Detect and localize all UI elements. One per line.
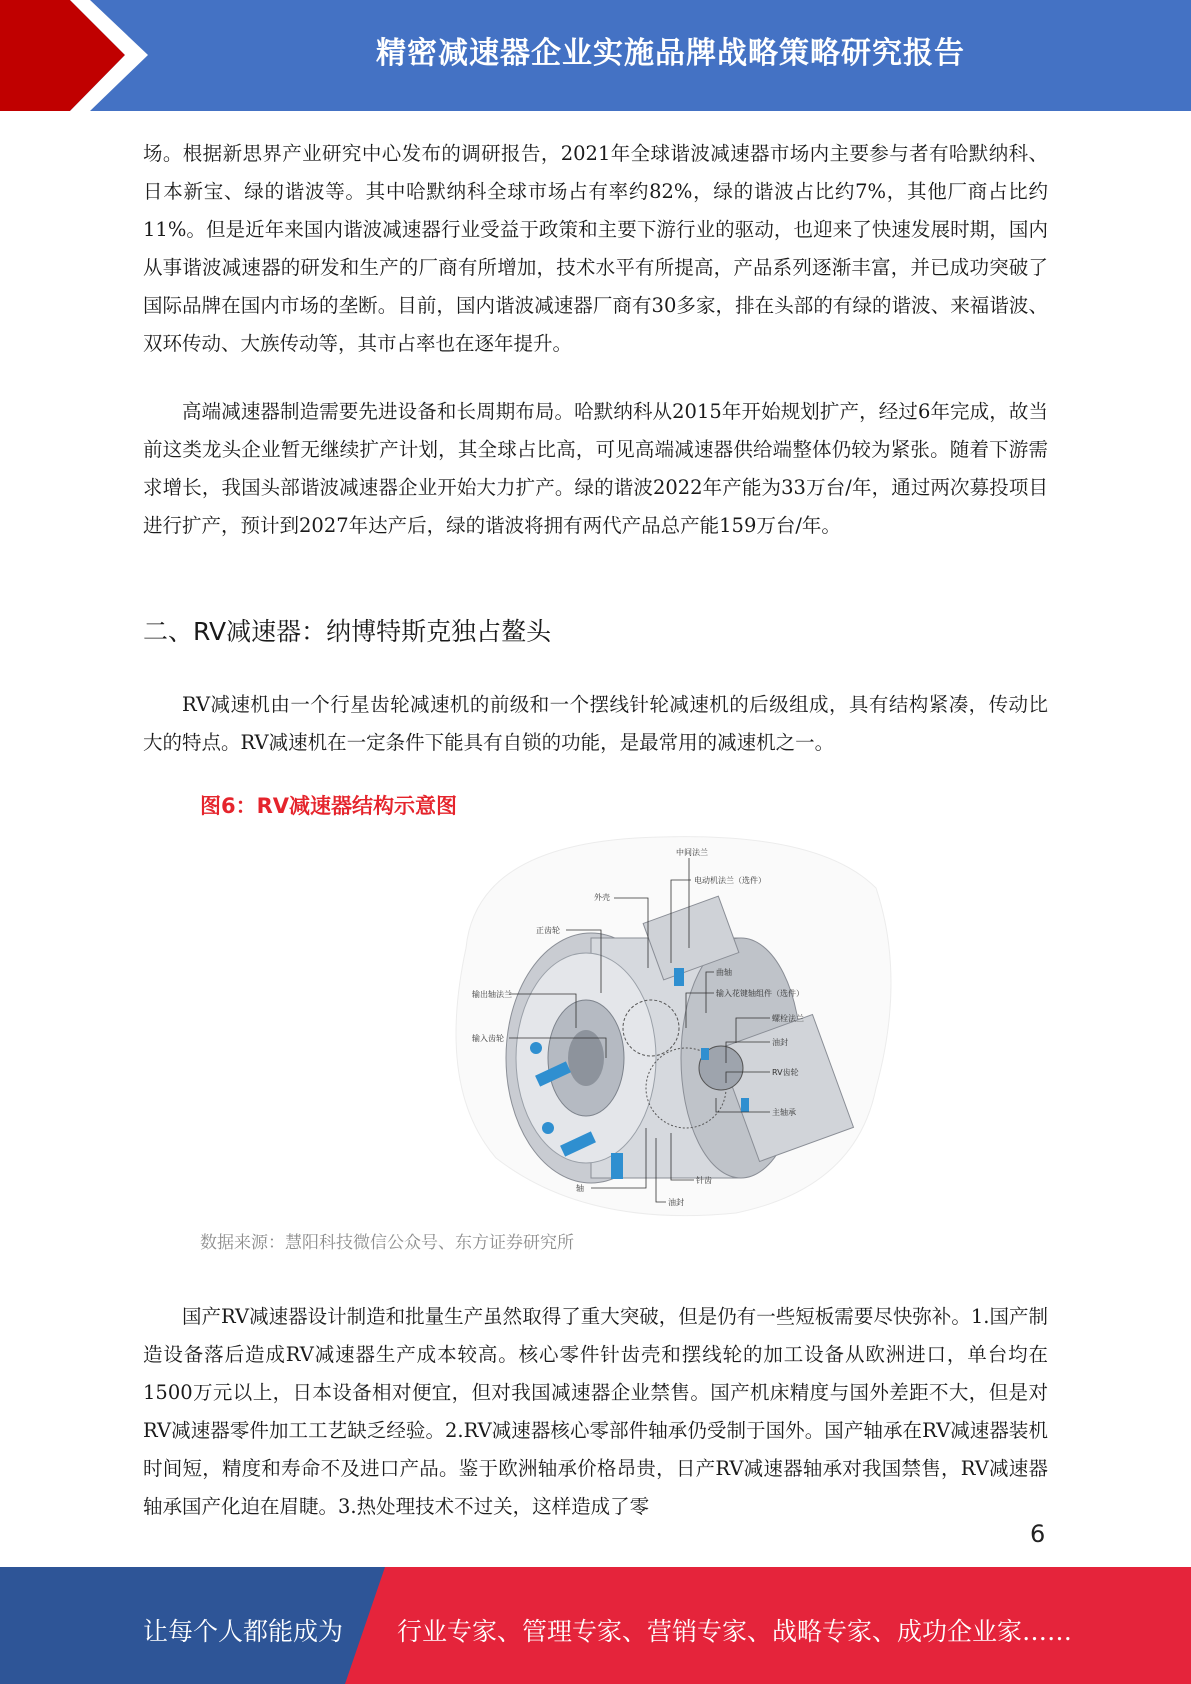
header-title: 精密减速器企业实施品牌战略策略研究报告 bbox=[376, 36, 965, 71]
figure-source: 数据来源：慧阳科技微信公众号、东方证券研究所 bbox=[200, 1233, 574, 1253]
paragraph-1 bbox=[143, 135, 1048, 363]
rv-reducer-illustration bbox=[436, 828, 906, 1228]
label-bolt-flange: 螺栓法兰 bbox=[772, 1014, 804, 1023]
rv-reducer-diagram bbox=[436, 828, 906, 1228]
label-output-flange: 输出轴法兰 bbox=[472, 990, 512, 999]
paragraph-text: 国产RV减速器设计制造和批量生产虽然取得了重大突破，但是仍有一些短板需要尽快弥补。1.国产制造设备落后造成RV减速器生产成本较高。核心零件针齿壳和摆线轮的加工设备从欧洲进口，单台均在1500万元以上，日本设备相对便宜，但对我国减速器企业禁售。国产机床精度与国外差距不大，但是对RV减速器零件加工工艺缺乏经验。2.RV减速器核心零部件轴承仍受制于国外。国产轴承在RV减速器装机时间短，精度和寿命不及进口产品。鉴于欧洲轴承价格昂贵，日产RV减速器轴承对我国禁售，RV减速器轴承国产化迫在眉睫。3.热处理技术不过关，这样造成了零 bbox=[143, 1305, 1048, 1518]
paragraph-4 bbox=[143, 1298, 1048, 1526]
paragraph-text: RV减速机由一个行星齿轮减速机的前级和一个摆线针轮减速机的后级组成，具有结构紧凑，传动比大的特点。RV减速机在一定条件下能具有自锁的功能，是最常用的减速机之一。 bbox=[143, 693, 1048, 754]
label-crankshaft: 曲轴 bbox=[716, 968, 732, 977]
label-shaft: 轴 bbox=[576, 1184, 584, 1193]
footer-slogan-right: 行业专家、管理专家、营销专家、战略专家、成功企业家…… bbox=[397, 1617, 1073, 1646]
label-rv-gear: RV齿轮 bbox=[772, 1068, 799, 1077]
label-intermediate-flange: 中间法兰 bbox=[676, 848, 708, 857]
footer-slogan-left: 让每个人都能成为 bbox=[143, 1617, 344, 1646]
paragraph-2 bbox=[143, 393, 1048, 545]
label-main-bearing: 主轴承 bbox=[772, 1108, 796, 1117]
label-pin: 针齿 bbox=[696, 1176, 712, 1185]
label-spur-gear: 正齿轮 bbox=[536, 926, 560, 935]
paragraph-text: 场。根据新思界产业研究中心发布的调研报告，2021年全球谐波减速器市场内主要参与者有哈默纳科、日本新宝、绿的谐波等。其中哈默纳科全球市场占有率约82%，绿的谐波占比约7%，其他厂商占比约11%。但是近年来国内谐波减速器行业受益于政策和主要下游行业的驱动，也迎来了快速发展时期，国内从事谐波减速器的研发和生产的厂商有所增加，技术水平有所提高，产品系列逐渐丰富，并已成功突破了国际品牌在国内市场的垄断。目前，国内谐波减速器厂商有30多家，排在头部的有绿的谐波、来福谐波、双环传动、大族传动等，其市占率也在逐年提升。 bbox=[143, 142, 1048, 355]
page-number: 6 bbox=[1030, 1520, 1046, 1548]
header-arrow-decoration bbox=[0, 0, 170, 111]
section-heading: 二、RV减速器：纳博特斯克独占鳌头 bbox=[143, 617, 552, 646]
label-input-spline: 输入花键轴组件（选件） bbox=[716, 989, 804, 998]
label-input-gear: 输入齿轮 bbox=[472, 1034, 504, 1043]
figure-caption: 图6：RV减速器结构示意图 bbox=[200, 794, 458, 818]
page-header bbox=[0, 0, 1191, 111]
label-motor-flange: 电动机法兰（选件） bbox=[694, 876, 766, 885]
paragraph-text: 高端减速器制造需要先进设备和长周期布局。哈默纳科从2015年开始规划扩产，经过6年完成，故当前这类龙头企业暂无继续扩产计划，其全球占比高，可见高端减速器供给端整体仍较为紧张。随着下游需求增长，我国头部谐波减速器企业开始大力扩产。绿的谐波2022年产能为33万台/年，通过两次募投项目进行扩产，预计到2027年达产后，绿的谐波将拥有两代产品总产能159万台/年。 bbox=[143, 400, 1048, 537]
paragraph-3 bbox=[143, 686, 1048, 762]
label-oil-seal-2: 油封 bbox=[668, 1198, 684, 1207]
label-oil-seal: 油封 bbox=[772, 1038, 788, 1047]
label-housing: 外壳 bbox=[594, 893, 610, 902]
